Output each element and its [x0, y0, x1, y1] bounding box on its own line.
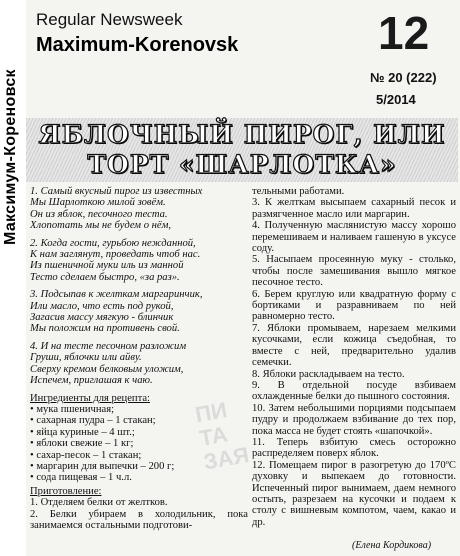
poem [30, 186, 248, 387]
prep-step: 3. К желткам высыпаем сахарный песок и размягченное масло или маргарин. [252, 197, 456, 220]
prep-step: тельными работами. [252, 186, 345, 197]
prep-step: 11. Теперь взбитую смесь осторожно распределяем поверх яблок. [252, 436, 456, 460]
prep-step: 5. Насыпаем просеянную муку - столько, чтобы после замешивания вышло мягкое песочное тесто. [252, 254, 456, 289]
poem-stanza [30, 289, 248, 335]
poem-stanza [30, 186, 248, 232]
prep-step: 2. Белки убираем в холодильник, пока занимаемся остальными подготови- [30, 508, 248, 531]
prep-step: 8. Яблоки раскладываем на тесто. [252, 368, 405, 380]
poem-line: 1. Самый вкусный пирог из известных [30, 186, 203, 197]
background-watermark: ПИ ТА ЗАЯ [193, 397, 251, 475]
article-title-banner [26, 118, 458, 182]
prep-step: 1. Отделяем белки от желтков. [30, 497, 168, 509]
poem-line: Груши, яблочки или айву. [30, 352, 142, 364]
ingredient-item: • мука пшеничная; [30, 403, 115, 415]
issue-date: 5/2014 [376, 92, 416, 107]
poem-line: Хлопотать мы не будем о нём, [30, 220, 172, 232]
ingredient-item: • маргарин для выпечки – 200 г; [30, 460, 175, 472]
poem-line: Он из яблок, песочного теста. [30, 208, 168, 220]
ingredients-heading: Ингредиенты для рецепта: [30, 392, 150, 404]
left-column [30, 186, 248, 531]
poem-line: Из пшеничной муки иль из манной [30, 260, 184, 272]
newsweek-label: Regular Newsweek [36, 10, 183, 29]
ingredients-list [30, 404, 248, 484]
prep-step: 12. Помещаем пирог в разогретую до 170ºС духовку и выпекаем до готовности. Испеченный пирог вынимаем, даем немного остыть, разрезаем на кусочки и подаем к столу с вишневым компотом, чаем, какао и др. [252, 459, 456, 528]
poem-line: Мы Шарлоткою милой зовём. [30, 197, 166, 209]
ingredient-item: • яйца куриные – 4 шт.; [30, 426, 135, 438]
prep-step: 10. Затем небольшими порциями подсыпаем пудру и продолжаем взбивание до тех пор, пока масса не будет стоять «шапочкой». [252, 402, 456, 437]
ingredient-item: • сода пищевая – 1 ч.л. [30, 472, 132, 484]
poem-line: Или масло, что есть под рукой, [30, 300, 174, 312]
poem-line: 2. Когда гости, гурьбою нежданной, [30, 237, 196, 249]
poem-line: Тесто сделаем быстро, «за раз». [30, 271, 180, 283]
ingredient-item: • яблоки свежие – 1 кг; [30, 438, 134, 450]
prep-step: 4. Полученную маслянистую массу хорошо перемешиваем и наливаем гашеную в уксусе соду. [252, 220, 456, 255]
ingredient-item: • сахар-песок – 1 стакан; [30, 449, 142, 461]
article-title-line2: ТОРТ «ШАРЛОТКА» [87, 150, 397, 179]
prep-step: 7. Яблоки промываем, нарезаем мелкими кусочками, если кожица съедобная, то вместе с ней, предварительно удалив семечки. [252, 322, 456, 369]
ingredient-item: • сахарная пудра – 1 стакан; [30, 415, 156, 427]
prep-step: 9. В отдельной посуде взбиваем охлажденные белки до пышного состояния. [252, 379, 456, 403]
prep-step: 6. Берем круглую или квадратную форму с бортиками и разравниваем по ней равномерно тесто. [252, 288, 456, 323]
paper-name: Maximum-Korenovsk [36, 34, 239, 56]
issue-number: № 20 (222) [370, 70, 437, 85]
poem-line: 4. И на тесте песочном разложим [30, 340, 187, 352]
author-signature: (Елена Кордикова) [352, 540, 432, 551]
poem-line: 3. Подсыпав к желткам маргаринчик, [30, 289, 203, 301]
poem-line: Мы положим на противень свой. [30, 323, 180, 335]
vertical-masthead-text: Максимум-Кореновск [2, 69, 19, 245]
article-title-line1: ЯБЛОЧНЫЙ ПИРОГ, ИЛИ [38, 120, 446, 149]
poem-line: Испечем, приглашая к чаю. [30, 375, 153, 387]
page-number: 12 [378, 7, 430, 59]
poem-line: К нам заглянут, проведать чтоб нас. [30, 249, 201, 261]
preparation-heading: Приготовление: [30, 485, 102, 497]
poem-line: Сверху кремом белковым уложим, [30, 363, 184, 375]
right-column [252, 186, 456, 528]
poem-stanza [30, 238, 248, 284]
poem-stanza [30, 341, 248, 387]
poem-line: Загасив массу мягкую - блинчик [30, 312, 174, 324]
